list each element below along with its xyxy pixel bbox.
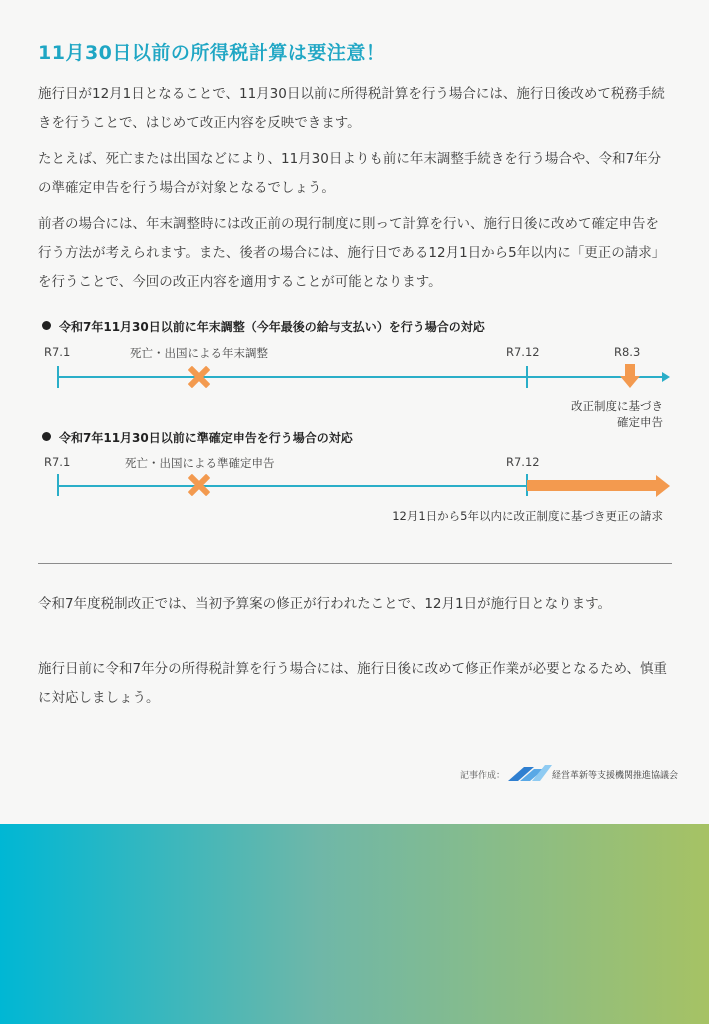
cross-mark-icon (188, 366, 210, 388)
timeline-1-end-label: R8.3 (614, 345, 641, 359)
timeline-1-heading (42, 318, 485, 335)
organization-name: 経営革新等支援機関推進協議会 (552, 771, 679, 781)
timeline-1-axis (57, 376, 663, 378)
timeline-2-heading (42, 429, 353, 446)
timeline-1-event-label: 死亡・出国による年末調整 (130, 346, 268, 360)
organization-logo-icon (508, 762, 552, 782)
timeline-1-note-line-2: 確定申告 (617, 415, 663, 429)
section-divider (38, 563, 672, 564)
orange-arrow-icon (656, 475, 670, 497)
footer-gradient-band (0, 824, 709, 1024)
timeline-1-mid-tick (526, 366, 528, 388)
correction-period-bar (527, 480, 657, 491)
timeline-1-start-tick (57, 366, 59, 388)
timeline-2-event-label: 死亡・出国による準確定申告 (125, 456, 275, 470)
bullet-icon (42, 321, 51, 330)
timeline-1-heading-text: 令和7年11月30日以前に年末調整（今年最後の給与支払い）を行う場合の対応 (59, 320, 485, 334)
timeline-1-note (560, 398, 663, 430)
closing-paragraph-2: 施行日前に令和7年分の所得税計算を行う場合には、施行日後に改めて修正作業が必要となるため、慎重に対応しましょう。 (38, 661, 668, 706)
timeline-2-heading-text: 令和7年11月30日以前に準確定申告を行う場合の対応 (59, 431, 353, 445)
paragraph-3: 前者の場合には、年末調整時には改正前の現行制度に則って計算を行い、施行日後に改めて確定申告を行う方法が考えられます。また、後者の場合には、施行日である12月1日から5年以内に「更正の請求」を行うことで、今回の改正内容を適用することが可能となります。 (38, 216, 666, 290)
timeline-1-mid-label: R7.12 (506, 345, 540, 359)
timeline-2-start-label: R7.1 (44, 455, 71, 469)
timeline-1-arrow-icon (662, 372, 670, 382)
bullet-icon (42, 432, 51, 441)
closing-paragraph-1: 令和7年度税制改正では、当初予算案の修正が行われたことで、12月1日が施行日となります。 (38, 596, 612, 612)
timeline-2-note: 12月1日から5年以内に改正制度に基づき更正の請求 (392, 509, 663, 523)
article-title: 11月30日以前の所得税計算は要注意！ (38, 42, 386, 64)
paragraph-1: 施行日が12月1日となることで、11月30日以前に所得税計算を行う場合には、施行日後改めて税務手続きを行うことで、はじめて改正内容を反映できます。 (38, 86, 665, 131)
cross-mark-icon (188, 474, 210, 496)
credit-label: 記事作成： (460, 771, 506, 781)
timeline-2-axis (57, 485, 527, 487)
paragraph-2: たとえば、死亡または出国などにより、11月30日よりも前に年末調整手続きを行う場合や、令和7年分の準確定申告を行う場合が対象となるでしょう。 (38, 151, 662, 196)
timeline-2-mid-label: R7.12 (506, 455, 540, 469)
timeline-1-note-line-1: 改正制度に基づき (571, 399, 663, 413)
timeline-2-start-tick (57, 474, 59, 496)
timeline-1-start-label: R7.1 (44, 345, 71, 359)
